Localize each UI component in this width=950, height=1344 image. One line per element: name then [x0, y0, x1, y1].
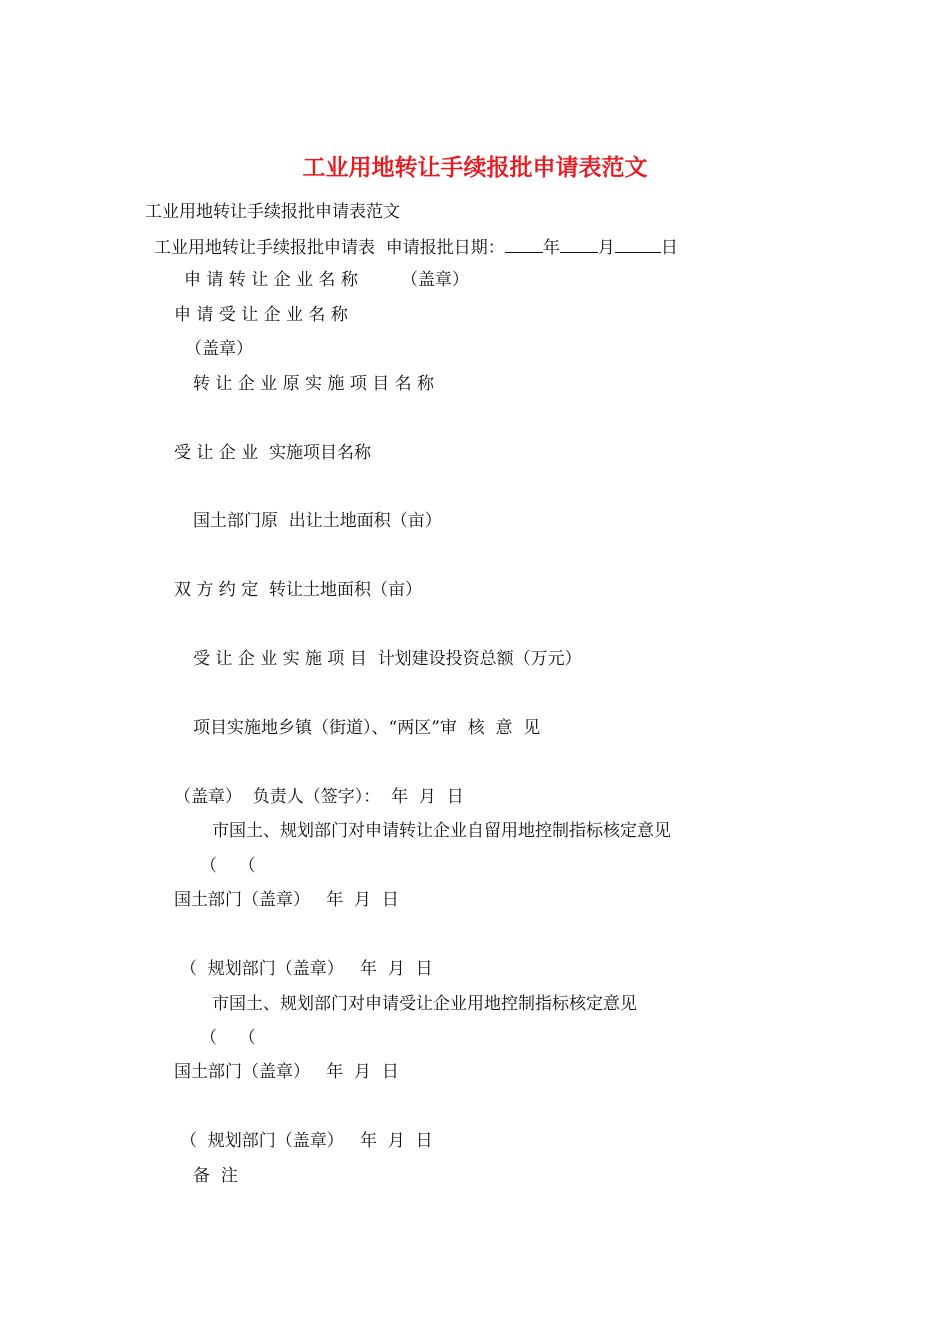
paren-marks-2: （ （ — [200, 1028, 256, 1048]
seal-signature-row: （盖章） 负责人（签字）： 年 月 日 — [174, 787, 464, 807]
transferee-project-row: 受 让 企 业 实施项目名称 — [174, 443, 372, 463]
planning-dept-row-1: （ 规划部门（盖章） 年 月 日 — [180, 959, 433, 979]
year-label: 年 — [542, 238, 560, 258]
township-review-row: 项目实施地乡镇（街道）、“两区”审 核 意 见 — [193, 718, 541, 738]
investment-row: 受 让 企 业 实 施 项 目 计划建设投资总额（万元） — [193, 649, 582, 669]
page-title: 工业用地转让手续报批申请表范文 — [302, 154, 648, 181]
agreed-land-area-row: 双 方 约 定 转让土地面积（亩） — [174, 580, 423, 600]
original-land-area-row: 国土部门原 出让土地面积（亩） — [193, 511, 442, 531]
planning-dept-row-2: （ 规划部门（盖章） 年 月 日 — [180, 1131, 433, 1151]
transferor-opinion-row: 市国土、规划部门对申请转让企业自留用地控制指标核定意见 — [212, 821, 671, 841]
form-header — [154, 234, 678, 260]
subtitle: 工业用地转让手续报批申请表范文 — [145, 202, 400, 222]
year-blank — [505, 234, 543, 253]
transferee-opinion-row: 市国土、规划部门对申请受让企业用地控制指标核定意见 — [212, 994, 637, 1014]
day-blank — [615, 234, 661, 253]
transferor-name-row: 申 请 转 让 企 业 名 称 （盖章） — [184, 270, 470, 290]
transferee-seal: （盖章） — [185, 339, 253, 359]
day-label: 日 — [660, 238, 678, 258]
transferee-name-row: 申 请 受 让 企 业 名 称 — [174, 305, 348, 325]
paren-marks-1: （ （ — [200, 856, 256, 876]
month-label: 月 — [597, 238, 615, 258]
original-project-row: 转 让 企 业 原 实 施 项 目 名 称 — [193, 374, 435, 394]
remarks-row: 备 注 — [193, 1166, 238, 1186]
month-blank — [560, 234, 598, 253]
form-name-label: 工业用地转让手续报批申请表 申请报批日期： — [154, 238, 505, 258]
land-dept-row-1: 国土部门（盖章） 年 月 日 — [174, 890, 399, 910]
land-dept-row-2: 国土部门（盖章） 年 月 日 — [174, 1062, 399, 1082]
